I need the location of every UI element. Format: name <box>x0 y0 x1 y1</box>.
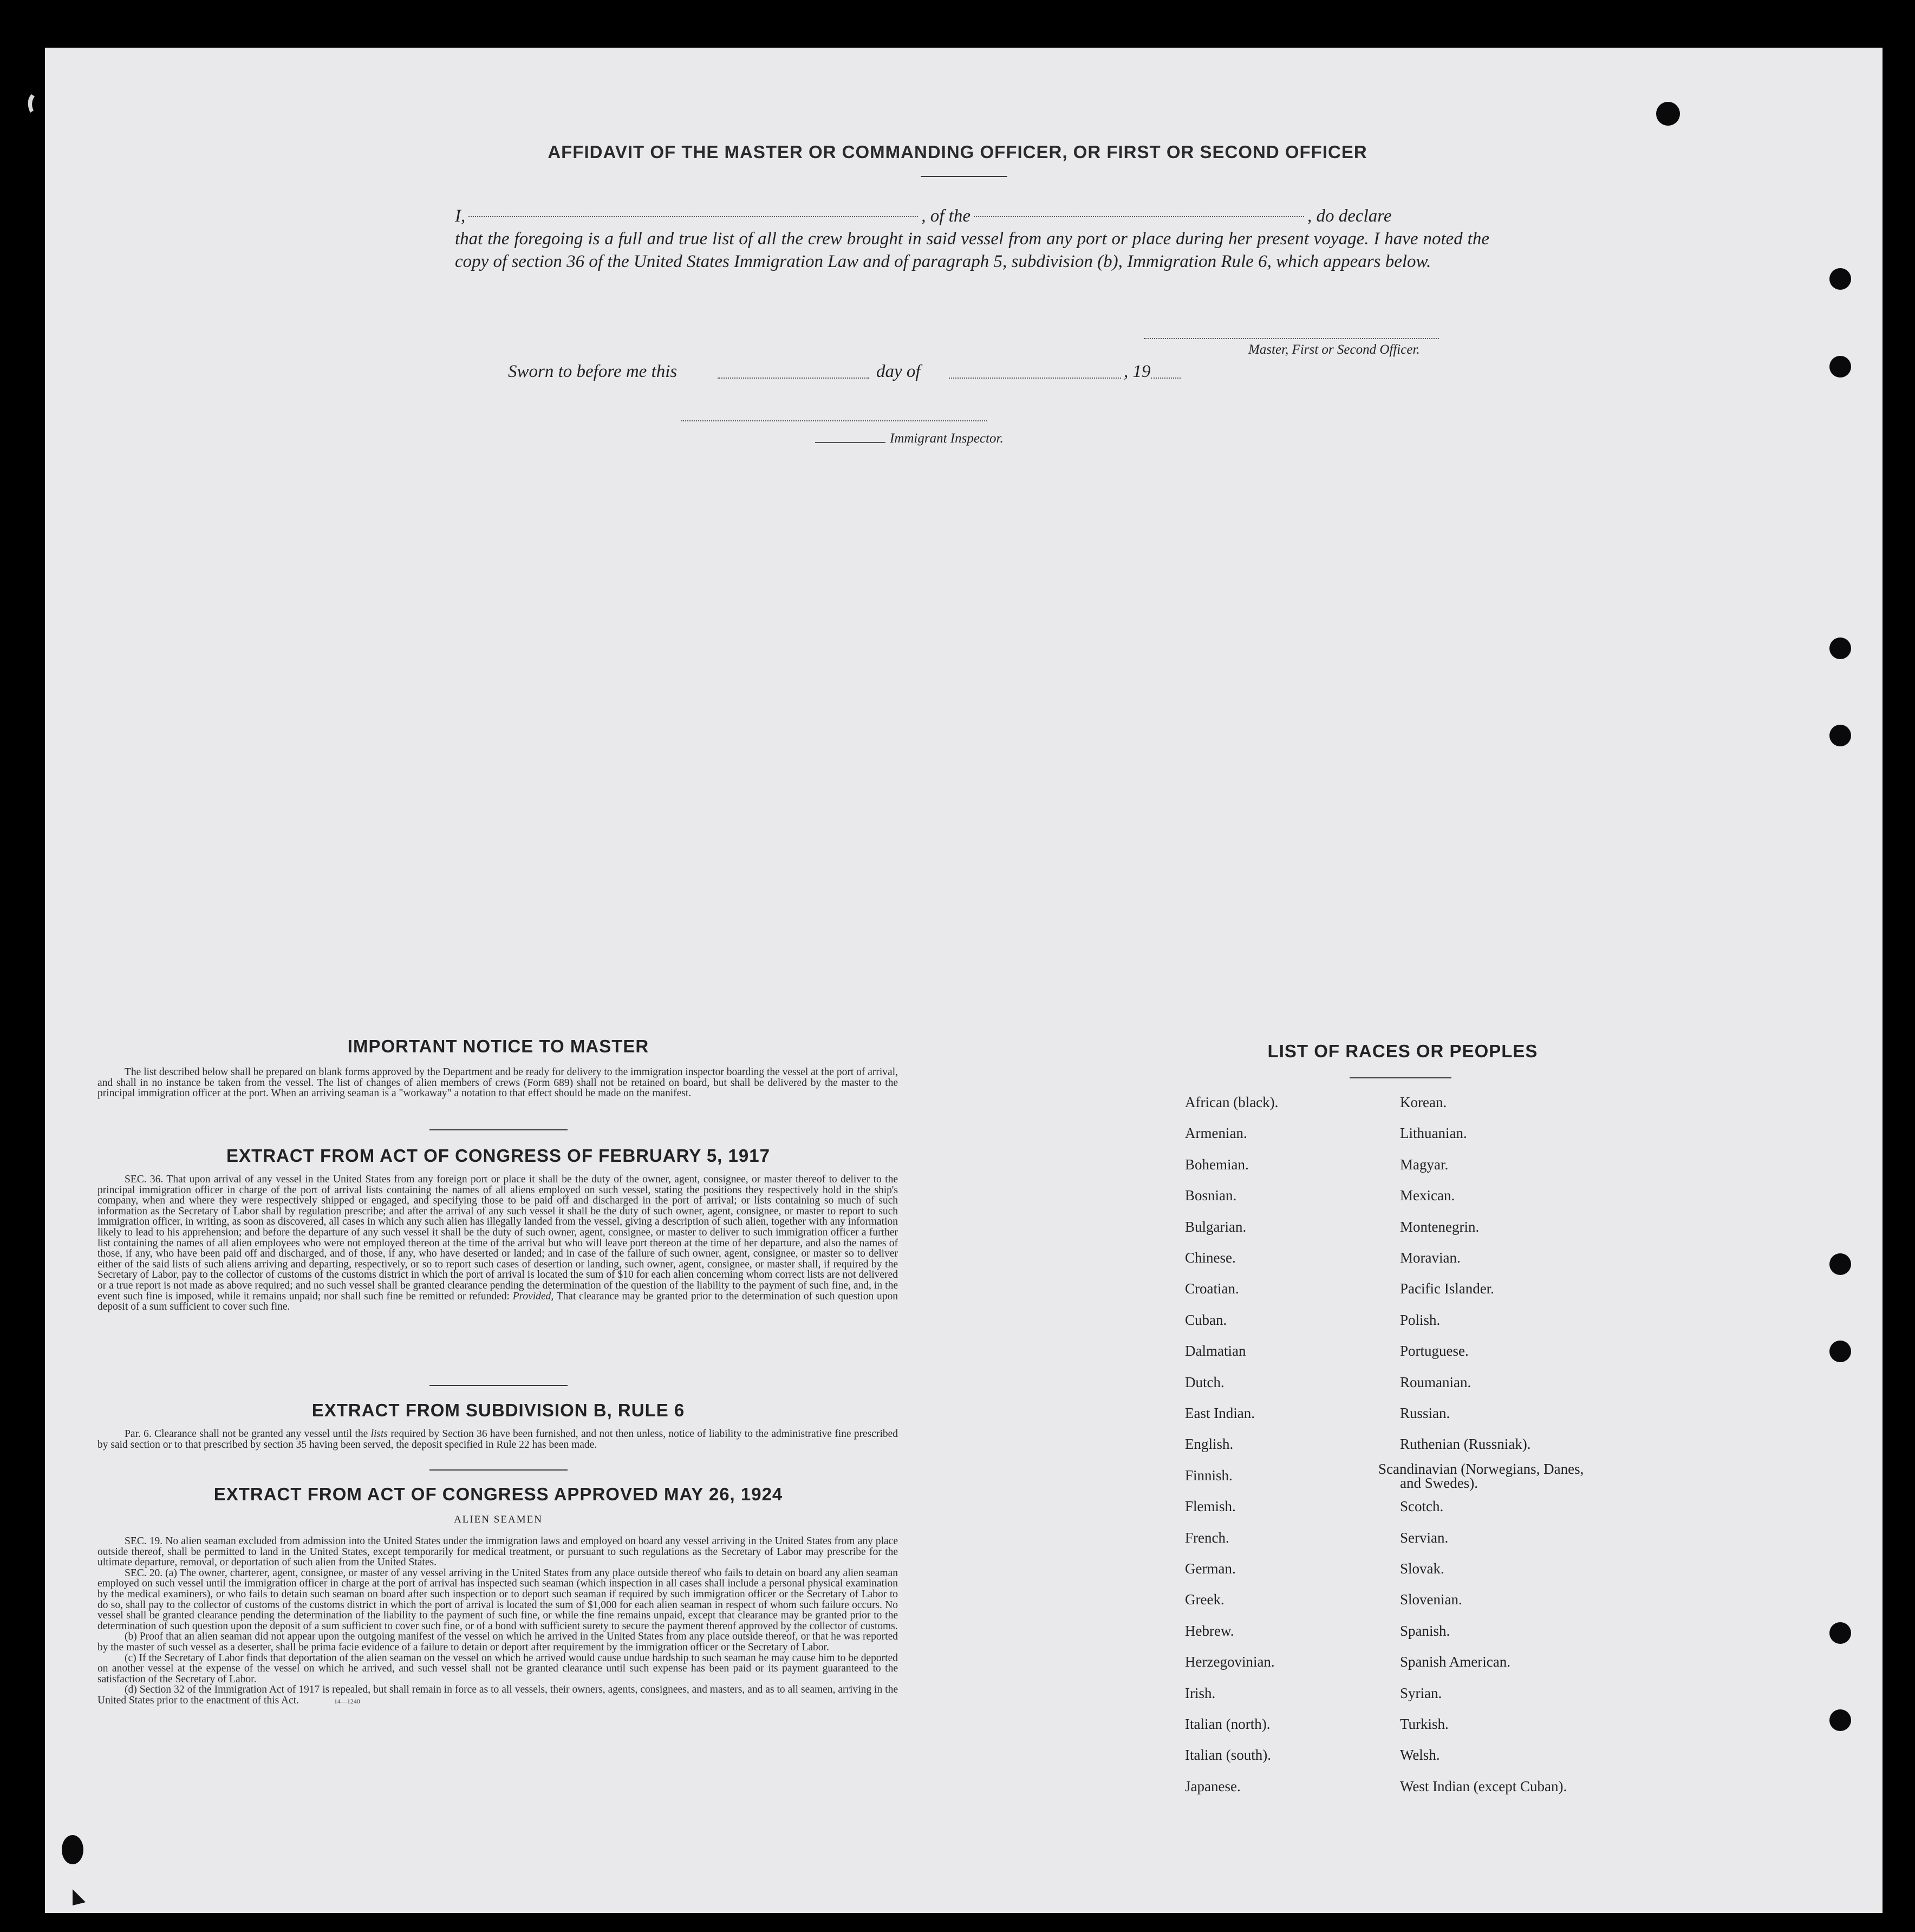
race-item: Roumanian. <box>1400 1374 1471 1390</box>
inspector-signature-line[interactable] <box>681 420 987 421</box>
extract-1917-title: EXTRACT FROM ACT OF CONGRESS OF FEBRUARY 5, 1917 <box>226 1146 770 1166</box>
race-item: English. <box>1185 1436 1234 1452</box>
declarant-name-blank[interactable] <box>468 216 918 217</box>
binder-hole-6 <box>1829 1341 1851 1362</box>
divider-3 <box>429 1469 568 1471</box>
race-item: Armenian. <box>1185 1125 1247 1141</box>
day-of-label: day of <box>876 362 921 381</box>
binder-hole-4 <box>1829 725 1851 746</box>
race-item: Japanese. <box>1185 1778 1241 1794</box>
race-item: Dutch. <box>1185 1374 1224 1390</box>
binder-hole-1 <box>1829 268 1851 290</box>
sworn-year-blank[interactable] <box>1151 378 1181 379</box>
race-item: Irish. <box>1185 1685 1216 1701</box>
sec19-text: SEC. 19. No alien seaman excluded from admission into the United States under the immigration laws and employed on board any vessel arriving in the United States from any place outside thereof, shall be permitted to land in the United States, except temporarily for medical treatment, or pursuant to such regulations as the Secretary of Labor may prescribe for the ultimate departure, removal, or deportation of such alien from the United States. <box>97 1536 898 1569</box>
race-item: Russian. <box>1400 1405 1450 1421</box>
race-item: East Indian. <box>1185 1405 1255 1421</box>
race-item: Spanish. <box>1400 1623 1450 1639</box>
sec20d-text <box>97 1684 898 1707</box>
race-item: Scotch. <box>1400 1498 1444 1514</box>
of-the-label: , of the <box>921 206 970 226</box>
declaration-text: that the foregoing is a full and true list of all the crew brought in said vessel from any port or place during her present voyage. I have noted the copy of section 36 of the United States Immigration Law and of paragraph 5, subdivision (b), Immigration Rule 6, which appears below. <box>455 229 1489 271</box>
race-item: Scandinavian (Norwegians, Danes, and Swedes). <box>1378 1461 1584 1491</box>
rule6-text: Par. 6. Clearance shall not be granted any vessel until the <box>125 1428 368 1440</box>
race-item: Slovak. <box>1400 1560 1444 1577</box>
corner-arrow-mark <box>69 1887 91 1909</box>
extract-1924-body <box>97 1536 898 1707</box>
sec20c-text: (c) If the Secretary of Labor finds that deportation of the alien seaman on the vessel on which he arrived would cause undue hardship to such seaman he may cause him to be deported on another vessel at the expense of the vessel on which he arrived, and such vessel shall not be granted clearance until such expense has been paid or its payment guaranteed to the satisfaction of the Secretary of Labor. <box>97 1652 898 1685</box>
master-signature-line[interactable] <box>1144 338 1439 339</box>
races-title-rule <box>1350 1077 1451 1078</box>
vessel-name-blank[interactable] <box>974 216 1304 217</box>
alien-seamen-subtitle: ALIEN SEAMEN <box>454 1514 543 1525</box>
race-item: Bohemian. <box>1185 1156 1249 1173</box>
race-item: Magyar. <box>1400 1156 1449 1173</box>
affidavit-title-rule <box>921 176 1007 177</box>
race-item: Servian. <box>1400 1530 1449 1546</box>
race-item: Dalmatian <box>1185 1343 1246 1359</box>
sec20a-text: SEC. 20. (a) The owner, charterer, agent, consignee, or master of any vessel arriving in the United States from any place outside thereof who fails to detain on board any alien seaman employed on such vessel until the immigration officer in charge at the port of arrival has inspected such seaman (which inspection in all cases shall include a personal physical examination by the medical examiners), or who fails to detain such seaman on board after such inspection or to deport such seaman if required by such immigration officer or the Secretary of Labor to do so, shall pay to the collector of customs of the customs district in which the port of arrival is located the sum of $1,000 for each alien seaman in respect of whom such failure occurs. No vessel shall be granted clearance pending the determination of the liability to the payment of such fine, or while the fine remains unpaid, except that clearance may be granted prior to the determination of such question upon the deposit of a sum sufficient to cover such fine, or of a bond with sufficient surety to secure the payment thereof approved by the collector of customs. <box>97 1567 898 1632</box>
declaration-paragraph <box>455 205 1489 273</box>
race-item: French. <box>1185 1530 1229 1546</box>
sec20b-text: (b) Proof that an alien seaman did not appear upon the outgoing manifest of the vessel on which he arrived in the United States from any place outside thereof, or that he was reported by the master of such vessel as a deserter, shall be prima facie evidence of a failure to detain or deport after requirement by the immigration officer or the Secretary of Labor. <box>97 1631 898 1653</box>
binder-hole-3 <box>1829 638 1851 659</box>
inspector-label: Immigrant Inspector. <box>890 431 1004 446</box>
race-item: Montenegrin. <box>1400 1219 1480 1235</box>
race-item: Italian (south). <box>1185 1747 1271 1763</box>
binder-hole-8 <box>1829 1709 1851 1731</box>
sworn-month-blank[interactable] <box>949 378 1121 379</box>
race-item: Finnish. <box>1185 1467 1233 1484</box>
race-item: Mexican. <box>1400 1187 1455 1204</box>
proviso-word: Provided, <box>512 1290 554 1302</box>
race-item: Flemish. <box>1185 1498 1236 1514</box>
do-declare-label: , do declare <box>1307 206 1392 226</box>
race-item: Spanish American. <box>1400 1654 1510 1670</box>
race-item: Chinese. <box>1185 1250 1236 1266</box>
race-item: German. <box>1185 1560 1236 1577</box>
inspector-short-line <box>815 442 885 443</box>
sworn-day-blank[interactable] <box>718 378 869 379</box>
race-item: Herzegovinian. <box>1185 1654 1275 1670</box>
corner-tick-mark <box>22 91 43 118</box>
binder-hole-7 <box>1829 1622 1851 1644</box>
lists-word: lists <box>370 1428 388 1440</box>
i-label: I, <box>455 206 466 226</box>
notice-text: The list described below shall be prepared on blank forms approved by the Department and be ready for delivery to the immigration inspector boarding the vessel at the port of arrival, and shall in no instance be taken from the vessel. The list of changes of alien members of crews (Form 689) shall not be retained on board, but shall be delivered by the master to the principal immigration officer at the port. When an arriving seaman is a "workaway" a notation to that effect should be made on the manifest. <box>97 1066 898 1100</box>
binder-hole-5 <box>1829 1253 1851 1275</box>
race-item: Portuguese. <box>1400 1343 1469 1359</box>
extract-1917-text-end: That clearance may be granted prior to the determination of such question upon deposit of a sum sufficient to cover such fine. <box>97 1290 898 1313</box>
race-item: Turkish. <box>1400 1716 1449 1732</box>
race-item: Bosnian. <box>1185 1187 1237 1204</box>
binder-hole-2 <box>1829 356 1851 378</box>
extract-rule6-body <box>97 1429 898 1450</box>
race-item: Greek. <box>1185 1591 1224 1608</box>
race-item: Ruthenian (Russniak). <box>1400 1436 1531 1452</box>
punch-mark-top <box>1656 102 1680 126</box>
rule6-text-end: required by Section 36 have been furnished, and not then unless, notice of liability to the administrative fine prescribed by said section or to that prescribed by section 35 having been served, the deposit specified in Rule 22 has been made. <box>97 1428 898 1450</box>
sworn-label: Sworn to before me this <box>508 362 678 381</box>
divider-2 <box>429 1385 568 1386</box>
race-item: Croatian. <box>1185 1280 1239 1297</box>
race-item: Korean. <box>1400 1094 1447 1110</box>
divider-1 <box>429 1129 568 1130</box>
race-item: Slovenian. <box>1400 1591 1462 1608</box>
year-label: , 19 <box>1124 362 1151 381</box>
extract-1924-title: EXTRACT FROM ACT OF CONGRESS APPROVED MAY 26, 1924 <box>213 1484 783 1504</box>
race-item: Hebrew. <box>1185 1623 1234 1639</box>
master-signature-label: Master, First or Second Officer. <box>1248 342 1420 357</box>
notice-body <box>97 1067 898 1099</box>
extract-1917-text: SEC. 36. That upon arrival of any vessel in the United States from any foreign port or place it shall be the duty of the owner, agent, consignee, or master thereof to deliver to the principal immigration officer in charge of the port of arrival lists containing the names of all aliens employed on such vessel, stating the positions they respectively hold in the ship's company, when and where they were respectively shipped or engaged, and specifying those to be paid off and discharged in the port of arrival; or lists containing so much of such information as the Secretary of Labor shall by regulation prescribe; and after the arrival of any such vessel it shall be the duty of such owner, agent, consignee, or master to report to such immigration officer, in writing, as soon as discovered, all cases in which any such alien has illegally landed from the vessel, giving a description of such alien, together with any information likely to lead to his apprehension; and before the departure of any such vessel it shall be the duty of such owner, agent, consignee, or master to deliver to such immigration officer a further list containing the names of all alien employees who were not employed thereon at the time of the arrival but who will leave port thereon at the time of her departure, and also the names of those, if any, who have been paid off and discharged, and of those, if any, who have deserted or landed; and in case of the failure of such owner, agent, consignee, or master so to deliver either of the said lists of such aliens arriving and departing, respectively, or so to report such cases of desertion or landing, such owner, agent, consignee, or master shall, if required by the Secretary of Labor, pay to the collector of customs of the customs district in which the port of arrival is located the sum of $10 for each alien concerning whom correct lists are not delivered or a true report is not made as above required; and no such vessel shall be granted clearance pending the determination of the question of the liability to the payment of such fine, and, in the event such fine is imposed, while it remains unpaid; nor shall such fine be remitted or refunded: <box>97 1174 898 1302</box>
race-item: Italian (north). <box>1185 1716 1271 1732</box>
race-item: Pacific Islander. <box>1400 1280 1494 1297</box>
race-item: African (black). <box>1185 1094 1279 1110</box>
race-item: Cuban. <box>1185 1312 1227 1328</box>
sec20d-body: (d) Section 32 of the Immigration Act of 1917 is repealed, but shall remain in force as to all vessels, their owners, agents, consignees, and masters, and as to all seamen, arriving in the United States prior to the enactment of this Act. <box>97 1684 898 1706</box>
notice-title: IMPORTANT NOTICE TO MASTER <box>347 1036 649 1056</box>
race-item: Polish. <box>1400 1312 1441 1328</box>
extract-rule6-title: EXTRACT FROM SUBDIVISION B, RULE 6 <box>311 1400 685 1420</box>
race-item: West Indian (except Cuban). <box>1400 1778 1567 1794</box>
races-title: LIST OF RACES OR PEOPLES <box>1267 1041 1538 1061</box>
race-item: Welsh. <box>1400 1747 1440 1763</box>
extract-1917-body <box>97 1174 898 1312</box>
race-item: Lithuanian. <box>1400 1125 1467 1141</box>
affidavit-title: AFFIDAVIT OF THE MASTER OR COMMANDING OFFICER, OR FIRST OR SECOND OFFICER <box>548 142 1367 162</box>
race-item: Moravian. <box>1400 1250 1461 1266</box>
form-number: 14—1240 <box>334 1697 360 1705</box>
punch-mark-bottom <box>62 1835 83 1864</box>
race-item: Bulgarian. <box>1185 1219 1247 1235</box>
race-item: Syrian. <box>1400 1685 1442 1701</box>
